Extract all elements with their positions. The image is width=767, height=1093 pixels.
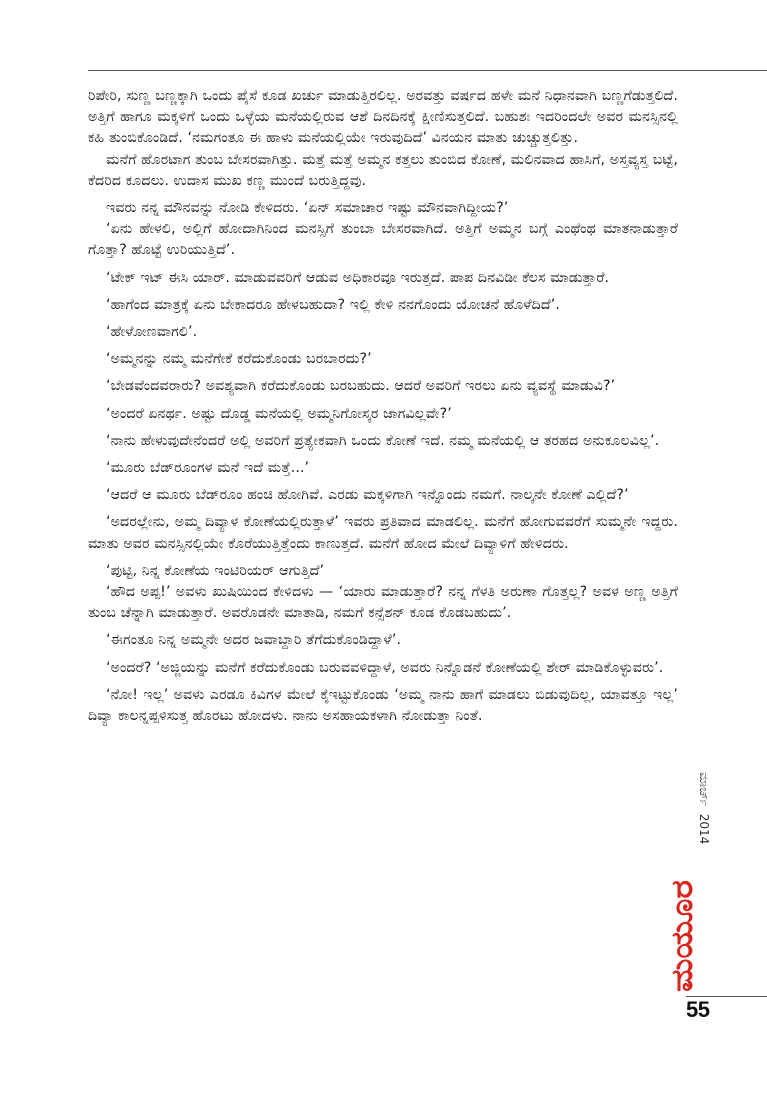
page-number: 55 bbox=[686, 997, 710, 1022]
issue-month: ಮಾರ್ಚ್ bbox=[697, 772, 711, 806]
paragraph: ‘ಅಂದರೆ? ‘ಅಜ್ಜಿಯನ್ನು ಮನೆಗೆ ಕರೆದುಕೊಂಡು ಬರುವವಳಿದ್ದಾಳೆ, ಅವರು ನಿನ್ನೊಡನೆ ಕೋಣೆಯಲ್ಲಿ ಶೇರ್ ಮಾಡಿಕೊಳ್ಳುವರು’. bbox=[106, 659, 664, 676]
paragraph: ‘ಟೇಕ್ ಇಟ್ ಈಸಿ ಯಾರ್. ಮಾಡುವವರಿಗೆ ಆಡುವ ಅಧಿಕಾರವೂ ಇರುತ್ತದೆ. ಪಾಪ ದಿನವಿಡೀ ಕೆಲಸ ಮಾಡುತ್ತಾರೆ. bbox=[106, 269, 610, 286]
paragraph: ಇವರು ನನ್ನ ಮೌನವನ್ನು ನೋಡಿ ಕೇಳಿದರು. ‘ಏನ್ ಸಮಾಚಾರ ಇಷ್ಟು ಮೌನವಾಗಿದ್ದೀಯ?’ bbox=[106, 200, 509, 217]
issue-year: 2014 bbox=[697, 813, 711, 845]
paragraph: ‘ಮೂರು ಬೆಡ್‌ರೂಂಗಳ ಮನೆ ಇದೆ ಮತ್ತೆ...’ bbox=[106, 460, 310, 477]
paragraph: ‘ಏನು ಹೇಳಲಿ, ಅಲ್ಲಿಗೆ ಹೋದಾಗಿನಿಂದ ಮನಸ್ಸಿಗೆ ತುಂಬಾ ಬೇಸರವಾಗಿದೆ. ಅತ್ತಿಗೆ ಅಮ್ಮನ ಬಗ್ಗೆ ಎಂಥೆಂಥ ಮಾತನಾಡುತ್ತಾರೆ ಗೊತ್ತಾ? ಹೊಟ್ಟೆ ಉರಿಯುತ್ತಿದೆ’. bbox=[88, 221, 678, 259]
paragraph: ‘ಅಂದರೆ ಏನರ್ಥ. ಅಷ್ಟು ದೊಡ್ಡ ಮನೆಯಲ್ಲಿ ಅಮ್ಮನಿಗೋಸ್ಕರ ಜಾಗವಿಲ್ಲವೇ?’ bbox=[106, 405, 452, 422]
masthead-date bbox=[697, 772, 711, 844]
paragraph: ‘ನೋ! ಇಲ್ಲ’ ಅವಳು ಎರಡೂ ಕಿವಿಗಳ ಮೇಲೆ ಕೈಇಟ್ಟುಕೊಂಡು ‘ಅಮ್ಮ ನಾನು ಹಾಗೆ ಮಾಡಲು ಬಿಡುವುದಿಲ್ಲ, ಯಾವತ್ತೂ ಇಲ್ಲ’ ದಿವ್ಯಾ ಕಾಲನ್ನಪ್ಪಳಿಸುತ್ತ ಹೊರಟು ಹೋದಳು. ನಾನು ಅಸಹಾಯಕಳಾಗಿ ನೋಡುತ್ತಾ ನಿಂತೆ. bbox=[88, 686, 678, 725]
paragraph: ‘ಅಮ್ಮನನ್ನು ನಮ್ಮ ಮನೆಗೇಕೆ ಕರೆದುಕೊಂಡು ಬರಬಾರದು?’ bbox=[106, 351, 372, 368]
paragraph: ರಿಪೇರಿ, ಸುಣ್ಣ ಬಣ್ಣಕ್ಕಾಗಿ ಒಂದು ಪೈಸೆ ಕೂಡ ಖರ್ಚು ಮಾಡುತ್ತಿರಲಿಲ್ಲ. ಅರವತ್ತು ವರ್ಷದ ಹಳೇ ಮನೆ ನಿಧಾನವಾಗಿ ಬಣ್ಣಗೆಡುತ್ತಲಿದೆ. ಅತ್ತಿಗೆ ಹಾಗೂ ಮಕ್ಕಳಿಗೆ ಒಂದು ಒಳ್ಳೆಯ ಮನೆಯಲ್ಲಿರುವ ಆಶೆ ದಿನದಿನಕ್ಕೆ ಕ್ಷೀಣಿಸುತ್ತಲಿದೆ. ಬಹುಶಃ ಇದರಿಂದಲೇ ಅವರ ಮನಸ್ಸಿನಲ್ಲಿ ಕಹಿ ತುಂಬಿಕೊಂಡಿದೆ. ‘ನಮಗಂತೂ ಈ ಹಾಳು ಮನೆಯಲ್ಲಿಯೇ ಇರುವುದಿದೆ’ ವಿನಯನ ಮಾತು ಚುಚ್ಚುತ್ತಲಿತ್ತು. bbox=[88, 88, 678, 147]
header-rule bbox=[88, 70, 767, 71]
magazine-masthead bbox=[665, 770, 720, 992]
paragraph: ಮನೆಗೆ ಹೊರಟಾಗ ತುಂಬ ಬೇಸರವಾಗಿತ್ತು. ಮತ್ತೆ ಮತ್ತೆ ಅಮ್ಮನ ಕತ್ತಲು ತುಂಬಿದ ಕೋಣೆ, ಮಲಿನವಾದ ಹಾಸಿಗೆ, ಅಸ್ತವ್ಯಸ್ತ ಬಟ್ಟೆ, ಕೆದರಿದ ಕೂದಲು. ಉದಾಸ ಮುಖ ಕಣ್ಣ ಮುಂದೆ ಬರುತ್ತಿದ್ದವು. bbox=[88, 151, 678, 189]
paragraph: ‘ಪುಟ್ಟಿ, ನಿನ್ನ ಕೋಣೆಯ ಇಂಟಿರಿಯರ್ ಆಗುತ್ತಿದೆ’ bbox=[106, 562, 325, 579]
masthead-logo: ಮಯೂರ bbox=[665, 896, 700, 992]
paragraph: ‘ಬೇಡವೆಂದವರಾರು? ಅವಶ್ಯವಾಗಿ ಕರೆದುಕೊಂಡು ಬರಬಹುದು. ಆದರೆ ಅವರಿಗೆ ಇರಲು ಏನು ವ್ಯವಸ್ಥೆ ಮಾಡುವಿ?’ bbox=[106, 378, 616, 395]
paragraph: ‘ಹಾಗೆಂದ ಮಾತ್ರಕ್ಕೆ ಏನು ಬೇಕಾದರೂ ಹೇಳಬಹುದಾ? ಇಲ್ಲಿ ಕೇಳಿ ನನಗೊಂದು ಯೋಚನೆ ಹೊಳೆದಿದೆ’. bbox=[106, 296, 560, 313]
paragraph: ‘ಈಗಂತೂ ನಿನ್ನ ಅಮ್ಮನೇ ಅದರ ಜವಾಬ್ದಾರಿ ತೆಗೆದುಕೊಂಡಿದ್ದಾಳೆ’. bbox=[106, 632, 402, 649]
article-body bbox=[88, 86, 678, 727]
paragraph: ‘ಅದರಲ್ಲೇನು, ಅಮ್ಮ ದಿವ್ಯಾಳ ಕೋಣೆಯಲ್ಲಿರುತ್ತಾಳೆ’ ಇವರು ಪ್ರತಿವಾದ ಮಾಡಲಿಲ್ಲ. ಮನೆಗೆ ಹೋಗುವವರೆಗೆ ಸುಮ್ಮನೇ ಇದ್ದರು. ಮಾತು ಅವರ ಮನಸ್ಸಿನಲ್ಲಿಯೇ ಕೊರೆಯುತ್ತಿತ್ತೆಂದು ಕಾಣುತ್ತದೆ. ಮನೆಗೆ ಹೋದ ಮೇಲೆ ದಿವ್ಯಾಳಿಗೆ ಹೇಳಿದರು. bbox=[88, 514, 678, 552]
paragraph: ‘ನಾನು ಹೇಳುವುದೇನೆಂದರೆ ಅಲ್ಲಿ ಅವರಿಗೆ ಪ್ರತ್ಯೇಕವಾಗಿ ಒಂದು ಕೋಣೆ ಇದೆ. ನಮ್ಮ ಮನೆಯಲ್ಲಿ ಆ ತರಹದ ಅನುಕೂಲವಿಲ್ಲ’. bbox=[106, 432, 660, 449]
paragraph: ‘ಹೇಳೋಣವಾಗಲಿ’. bbox=[106, 324, 198, 341]
paragraph: ‘ಹೌದ ಅಪ್ಪ!’ ಅವಳು ಖುಷಿಯಿಂದ ಕೇಳಿದಳು — ‘ಯಾರು ಮಾಡುತ್ತಾರೆ? ನನ್ನ ಗೆಳತಿ ಅರುಣಾ ಗೊತ್ತಲ್ಲ? ಅವಳ ಅಣ್ಣ ಅತ್ತಿಗೆ ತುಂಬ ಚೆನ್ನಾಗಿ ಮಾಡುತ್ತಾರೆ. ಅವರೊಡನೇ ಮಾತಾಡಿ, ನಮಗೆ ಕನ್ಸೆಶನ್ ಕೂಡ ಕೊಡಬಹುದು’. bbox=[88, 584, 678, 622]
paragraph: ‘ಆದರೆ ಆ ಮೂರು ಬೆಡ್‌ರೂಂ ಹಂಚಿ ಹೋಗಿವೆ. ಎರಡು ಮಕ್ಕಳಿಗಾಗಿ ಇನ್ನೊಂದು ನಮಗೆ. ನಾಲ್ಕನೇ ಕೋಣೆ ಎಲ್ಲಿದೆ?’ bbox=[106, 487, 629, 504]
